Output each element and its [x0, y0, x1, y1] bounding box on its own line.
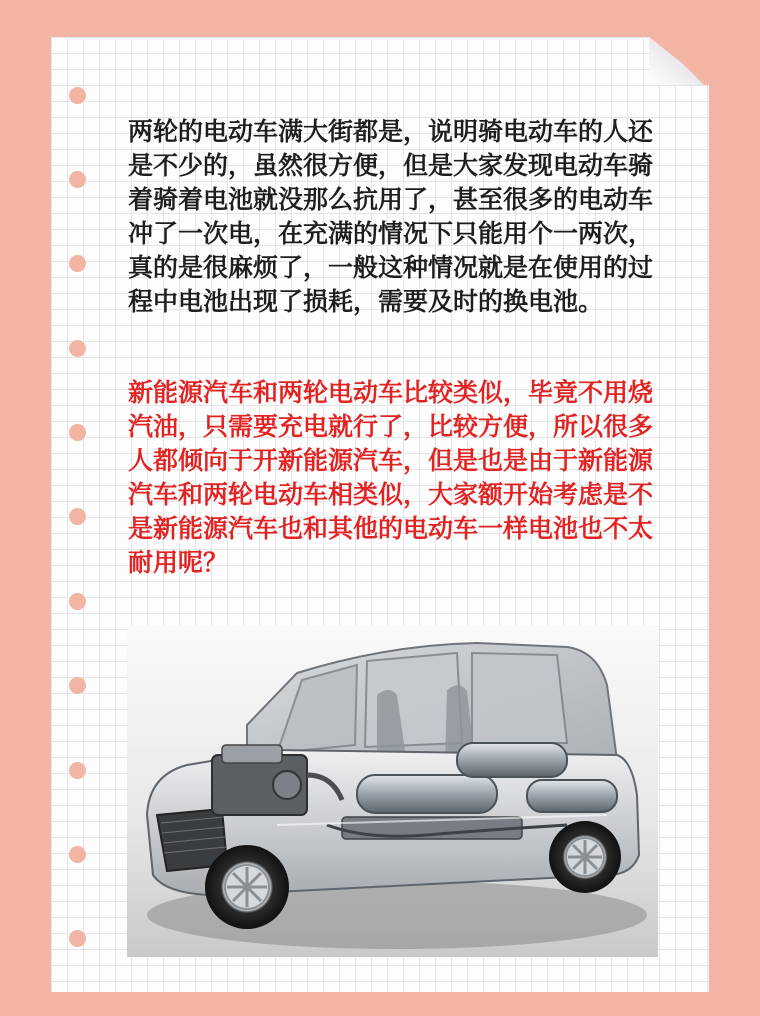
- binder-hole: [69, 340, 86, 357]
- binder-hole: [69, 762, 86, 779]
- highlight-paragraph: 新能源汽车和两轮电动车比较类似，毕竟不用烧汽油，只需要充电就行了，比较方便，所以很多人都倾向于开新能源汽车，但是也是由于新能源汽车和两轮电动车相类似，大家额开始考虑是不是新能源汽车也和其他的电动车一样电池也不太耐用呢？: [128, 378, 654, 577]
- car-cutaway-image: [127, 625, 658, 957]
- binder-hole: [69, 255, 86, 272]
- page-fold-corner: [649, 37, 709, 85]
- cutaway-suv-illustration-icon: [127, 625, 658, 957]
- binder-hole: [69, 846, 86, 863]
- binder-hole: [69, 593, 86, 610]
- binder-hole: [69, 171, 86, 188]
- binder-hole: [69, 677, 86, 694]
- binder-hole: [69, 87, 86, 104]
- binder-hole: [69, 930, 86, 947]
- binder-hole: [69, 424, 86, 441]
- binder-hole: [69, 508, 86, 525]
- intro-paragraph: 两轮的电动车满大街都是，说明骑电动车的人还是不少的，虽然很方便，但是大家发现电动车骑着骑着电池就没那么抗用了，甚至很多的电动车冲了一次电，在充满的情况下只能用个一两次，真的是很麻烦了，一般这种情况就是在使用的过程中电池出现了损耗，需要及时的换电池。: [128, 117, 654, 316]
